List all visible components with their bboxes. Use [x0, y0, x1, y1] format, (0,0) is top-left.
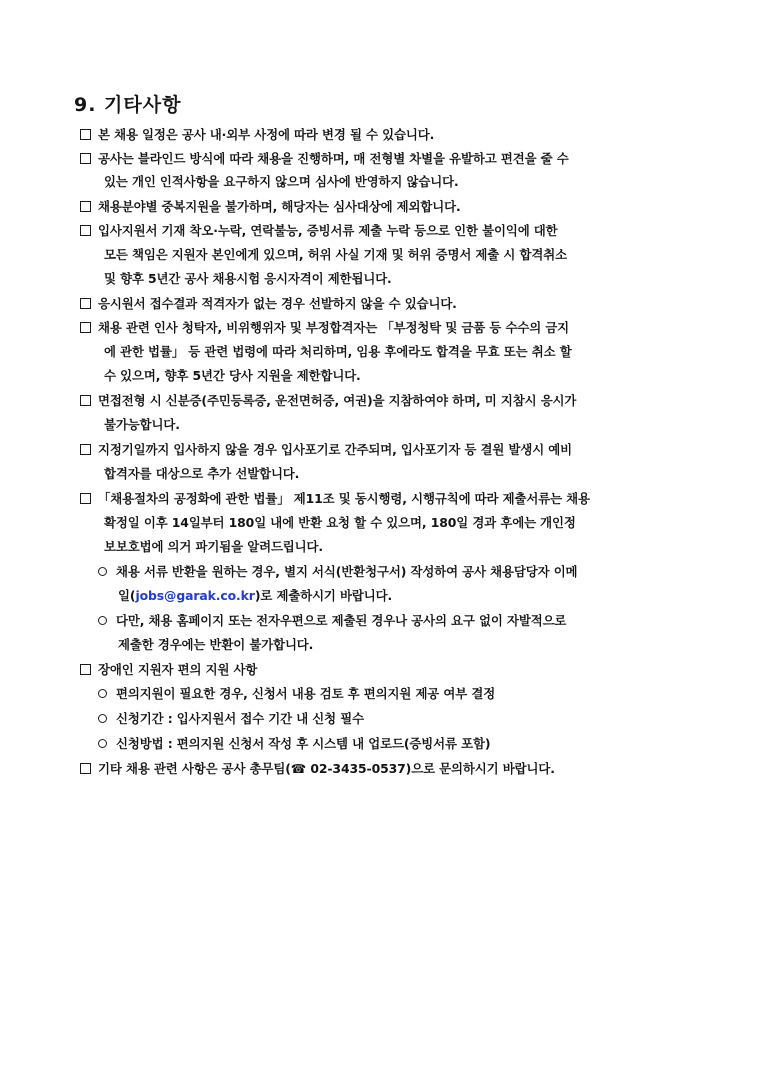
notice-text-continuation: 보보호법에 의거 파기됨을 알려드립니다. — [104, 539, 324, 554]
notice-text: 입사지원서 기재 착오·누락, 연락불능, 증빙서류 제출 누락 등으로 인한 불이익에 대한 — [98, 223, 558, 238]
notice-text: 기타 채용 관련 사항은 공사 총무팀(☎ 02-3435-0537)으로 문의하시기 바랍니다. — [98, 761, 555, 776]
notice-text-continuation: 있는 개인 인적사항을 요구하지 않으며 심사에 반영하지 않습니다. — [104, 174, 459, 189]
bullet-circle-icon — [98, 689, 107, 698]
notice-text: 채용분야별 중복지원을 불가하며, 해당자는 심사대상에 제외합니다. — [98, 199, 461, 214]
checkbox-square-icon — [80, 322, 91, 333]
checkbox-square-icon — [80, 395, 91, 406]
sub-item — [98, 685, 495, 703]
sub-item-continuation: 제출한 경우에는 반환이 불가합니다. — [118, 637, 314, 652]
sub-item — [98, 612, 566, 630]
checkbox-square-icon — [80, 225, 91, 236]
notice-text: 「채용절차의 공정화에 관한 법률」 제11조 및 동시행령, 시행규칙에 따라 제출서류는 채용 — [98, 491, 590, 506]
notice-text-continuation: 합격자를 대상으로 추가 선발합니다. — [104, 466, 300, 481]
notice-text: 면접전형 시 신분증(주민등록증, 운전면허증, 여권)을 지참하여야 하며, 미 지참시 응시가 — [98, 393, 577, 408]
notice-item — [80, 392, 576, 410]
checkbox-square-icon — [80, 444, 91, 455]
notice-item — [80, 490, 590, 508]
notice-text-continuation: 수 있으며, 향후 5년간 당사 지원을 제한합니다. — [104, 368, 361, 383]
email-link[interactable]: jobs@garak.co.kr — [135, 588, 255, 603]
checkbox-square-icon — [80, 763, 91, 774]
bullet-circle-icon — [98, 714, 107, 723]
notice-item — [80, 295, 457, 313]
bullet-circle-icon — [98, 739, 107, 748]
notice-item — [80, 760, 555, 778]
notice-text-continuation: 및 향후 5년간 공사 채용시험 응시자격이 제한됩니다. — [104, 271, 392, 286]
sub-item — [98, 563, 577, 581]
notice-item — [80, 150, 569, 168]
sub-item-text: 채용 서류 반환을 원하는 경우, 별지 서식(반환청구서) 작성하여 공사 채용담당자 이메 — [116, 564, 578, 579]
sub-item-text: 신청기간 : 입사지원서 접수 기간 내 신청 필수 — [116, 711, 364, 726]
sub-item-text: 다만, 채용 홈페이지 또는 전자우편으로 제출된 경우나 공사의 요구 없이 자발적으로 — [116, 613, 567, 628]
notice-item — [80, 661, 257, 679]
sub-item — [98, 710, 364, 728]
notice-item — [80, 441, 572, 459]
checkbox-square-icon — [80, 153, 91, 164]
checkbox-square-icon — [80, 129, 91, 140]
notice-item — [80, 126, 434, 144]
notice-text: 지정기일까지 입사하지 않을 경우 입사포기로 간주되며, 입사포기자 등 결원 발생시 예비 — [98, 442, 573, 457]
notice-item — [80, 222, 558, 240]
sub-item-text: 편의지원이 필요한 경우, 신청서 내용 검토 후 편의지원 제공 여부 결정 — [116, 686, 496, 701]
notice-text: 장애인 지원자 편의 지원 사항 — [98, 662, 258, 677]
notice-text: 채용 관련 인사 청탁자, 비위행위자 및 부정합격자는 「부정청탁 및 금품 등 수수의 금지 — [98, 320, 570, 335]
sub-item-text: )로 제출하시기 바랍니다. — [254, 588, 393, 603]
notice-text-continuation: 모든 책임은 지원자 본인에게 있으며, 허위 사실 기재 및 허위 증명서 제출 시 합격취소 — [104, 247, 567, 262]
section-heading: 9. 기타사항 — [74, 94, 182, 116]
notice-item — [80, 198, 461, 216]
notice-text: 공사는 블라인드 방식에 따라 채용을 진행하며, 매 전형별 차별을 유발하고 편견을 줄 수 — [98, 151, 569, 166]
sub-item-text: 일( — [118, 588, 136, 603]
checkbox-square-icon — [80, 493, 91, 504]
sub-item — [98, 735, 490, 753]
checkbox-square-icon — [80, 201, 91, 212]
notice-text-continuation: 확정일 이후 14일부터 180일 내에 반환 요청 할 수 있으며, 180일 경과 후에는 개인정 — [104, 515, 576, 530]
bullet-circle-icon — [98, 616, 107, 625]
notice-text: 응시원서 접수결과 적격자가 없는 경우 선발하지 않을 수 있습니다. — [98, 296, 457, 311]
sub-item-continuation — [118, 587, 392, 605]
checkbox-square-icon — [80, 298, 91, 309]
notice-text-continuation: 에 관한 법률」 등 관련 법령에 따라 처리하며, 임용 후에라도 합격을 무효 또는 취소 할 — [104, 344, 572, 359]
bullet-circle-icon — [98, 567, 107, 576]
checkbox-square-icon — [80, 664, 91, 675]
notice-item — [80, 319, 569, 337]
sub-item-text: 신청방법 : 편의지원 신청서 작성 후 시스템 내 업로드(증빙서류 포함) — [116, 736, 491, 751]
notice-text: 본 채용 일정은 공사 내·외부 사정에 따라 변경 될 수 있습니다. — [98, 127, 435, 142]
notice-text-continuation: 불가능합니다. — [104, 417, 180, 432]
